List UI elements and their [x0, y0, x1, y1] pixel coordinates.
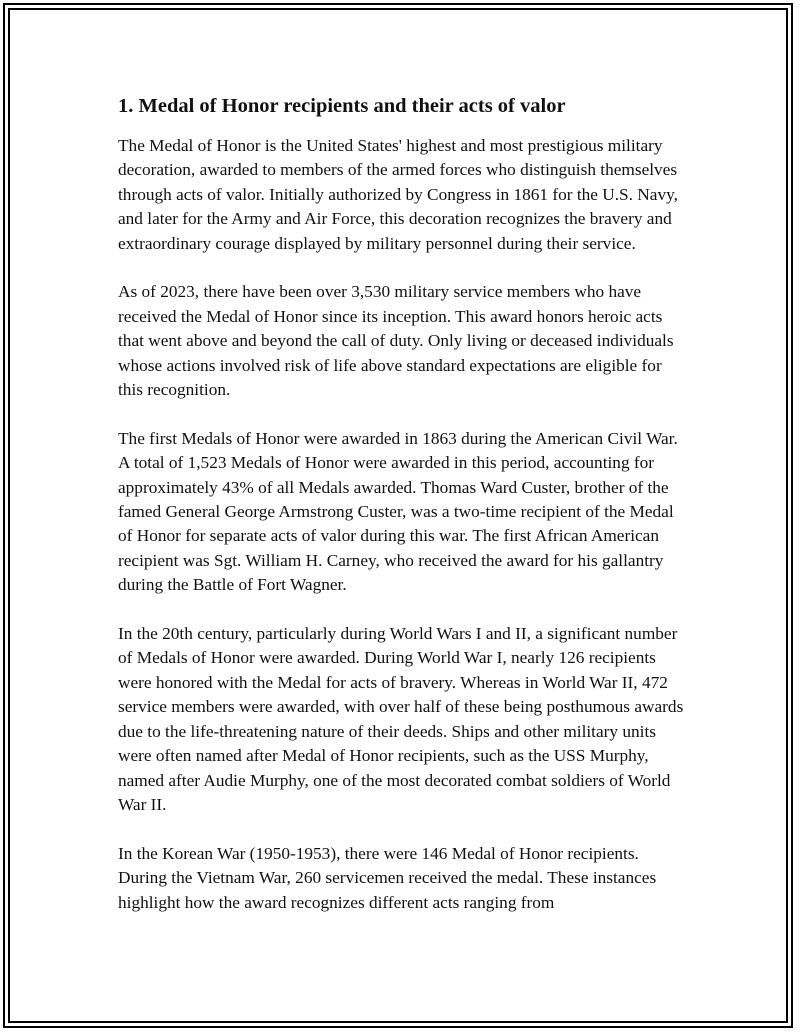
paragraph-recipients-count: As of 2023, there have been over 3,530 military service members who have received the Medal of Honor since its inception. This award honors heroic acts that went above and beyond the call of duty. Only living or deceased individuals whose actions involved risk of life above standard expectations are eligible for this recognition.: [118, 282, 674, 400]
document-body: [118, 92, 688, 939]
paragraph-civil-war: The first Medals of Honor were awarded in 1863 during the American Civil War. A total of 1,523 Medals of Honor were awarded in this period, accounting for approximately 43% of all Medals awarded. Thomas Ward Custer, brother of the famed General George Armstrong Custer, was a two-time recipient of the Medal of Honor for separate acts of valor during this war. The first African American recipient was Sgt. William H. Carney, who received the award for his gallantry during the Battle of Fort Wagner.: [118, 428, 678, 595]
paragraph-korea-vietnam: In the Korean War (1950-1953), there were 146 Medal of Honor recipients. During the Vietnam War, 260 servicemen received the medal. These instances highlight how the award recognizes different acts ranging from: [118, 843, 657, 912]
paragraph-world-wars: In the 20th century, particularly during World Wars I and II, a significant number of Medals of Honor were awarded. During World War I, nearly 126 recipients were honored with the Medal for acts of bravery. Whereas in World War II, 472 service members were awarded, with over half of these being posthumous awards due to the life-threatening nature of their deeds. Ships and other military units were often named after Medal of Honor recipients, such as the USS Murphy, named after Audie Murphy, one of the most decorated combat soldiers of World War II.: [118, 624, 684, 814]
paragraph-intro: The Medal of Honor is the United States' highest and most prestigious military decoration, awarded to members of the armed forces who distinguish themselves through acts of valor. Initially authorized by Congress in 1861 for the U.S. Navy, and later for the Army and Air Force, this decoration recognizes the bravery and extraordinary courage displayed by military personnel during their service.: [118, 136, 678, 253]
section-heading: 1. Medal of Honor recipients and their acts of valor: [118, 95, 566, 117]
